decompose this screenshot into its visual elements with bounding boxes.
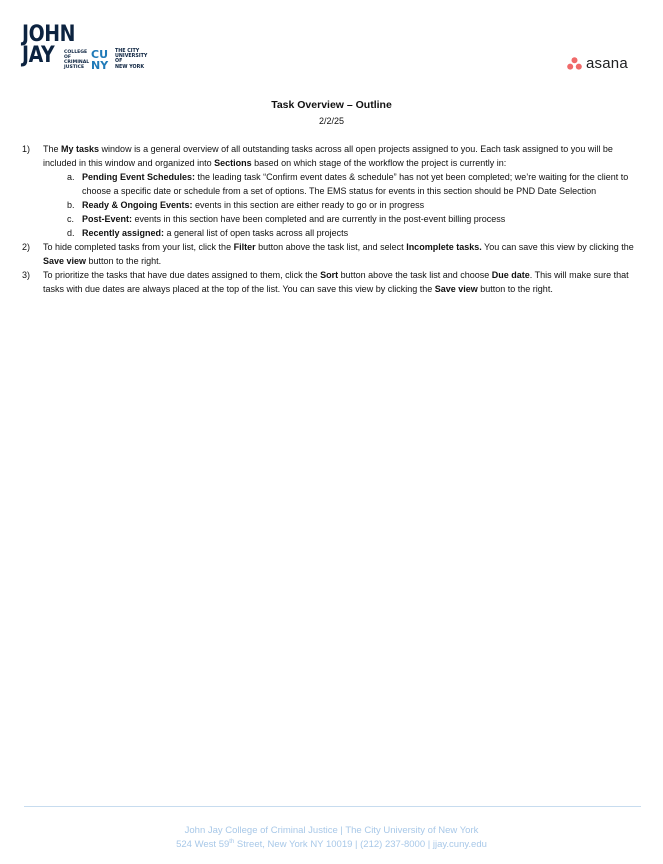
item-bold-text: Filter (233, 242, 256, 252)
outline-subitem (22, 198, 644, 212)
john-jay-cuny-logo (22, 24, 152, 72)
footer-superscript: th (229, 838, 235, 845)
asana-logo (567, 55, 628, 72)
subitem-text: events in this section are either ready to go or in progress (192, 200, 425, 210)
logo-college-text: COLLEGE OF CRIMINAL JUSTICE (64, 50, 90, 70)
item-text: button to the right. (86, 256, 162, 266)
item-bold-text: Save view (43, 256, 87, 266)
item-number: 1) (22, 144, 31, 154)
subitem-bold-text: Pending Event Schedules: (82, 172, 196, 182)
item-text: . This will make sure that tasks with due dates are always placed at the top of the list. You can save this view by clicking the (43, 270, 629, 294)
item-number: 2) (22, 242, 31, 252)
document-title: Task Overview – Outline (271, 99, 392, 111)
item-text: window is a general overview of all outstanding tasks across all open projects assigned to you. Each task assigned to you will be included in this window and organized into (43, 144, 613, 168)
subitem-letter: d. (67, 228, 75, 238)
subitem-letter: a. (67, 172, 75, 182)
subitem-bold-text: Ready & Ongoing Events: (82, 200, 193, 210)
item-bold-text: Sort (320, 270, 339, 280)
outline-item (22, 142, 644, 170)
subitem-bold-text: Post-Event: (82, 214, 133, 224)
item-bold-text: My tasks (61, 144, 100, 154)
document-date: 2/2/25 (318, 116, 345, 126)
item-bold-text: Save view (434, 284, 478, 294)
item-text: You can save this view by clicking the (481, 242, 634, 252)
subitem-text: the leading task “Confirm event dates & schedule” has not yet been completed; we’re waiting for the client to choose a specific date or schedule from a set of options. The EMS status for events in this section should be PND Date Selection (82, 172, 629, 196)
item-bold-text: Due date (491, 270, 530, 280)
item-text: To hide completed tasks from your list, click the (43, 242, 234, 252)
svg-text:CU: CU (91, 48, 109, 61)
outline-subitem (22, 170, 644, 198)
subitem-bold-text: Recently assigned: (82, 228, 165, 238)
logo-cuny-text: THE CITY UNIVERSITY OF NEW YORK (115, 49, 148, 70)
cuny-icon (91, 48, 115, 70)
svg-text:NY: NY (91, 59, 109, 70)
outline-subitem (22, 212, 644, 226)
asana-dots-icon (567, 57, 582, 70)
item-text: based on which stage of the workflow the project is currently in: (251, 158, 507, 168)
item-text: button to the right. (477, 284, 553, 294)
item-text: To prioritize the tasks that have due dates assigned to them, click the (43, 270, 321, 280)
item-bold-text: Incomplete tasks. (406, 242, 482, 252)
asana-wordmark: asana (586, 55, 628, 72)
logo-jay-text: JAY (22, 43, 55, 68)
logo-john-text: JOHN (22, 22, 76, 47)
item-text: button above the task list and choose (338, 270, 492, 280)
outline-body (22, 142, 644, 296)
footer-contact-text: Street, New York NY 10019 | (212) 237-8000 | jjay.cuny.edu (234, 839, 487, 850)
outline-subitem (22, 226, 644, 240)
outline-item (22, 240, 644, 268)
footer-address-text: 524 West 59 (176, 839, 230, 850)
subitem-letter: c. (67, 214, 75, 224)
subitem-letter: b. (67, 200, 75, 210)
item-number: 3) (22, 270, 31, 280)
subitem-text: events in this section have been completed and are currently in the post-event billing process (132, 214, 506, 224)
item-text: The (43, 144, 62, 154)
outline-item (22, 268, 644, 296)
item-bold-text: Sections (214, 158, 252, 168)
footer (0, 824, 663, 852)
footer-line-2 (0, 838, 663, 852)
footer-divider (24, 806, 641, 807)
footer-line-1: John Jay College of Criminal Justice | The City University of New York (184, 825, 479, 836)
item-text: button above the task list, and select (255, 242, 407, 252)
subitem-text: a general list of open tasks across all projects (164, 228, 349, 238)
